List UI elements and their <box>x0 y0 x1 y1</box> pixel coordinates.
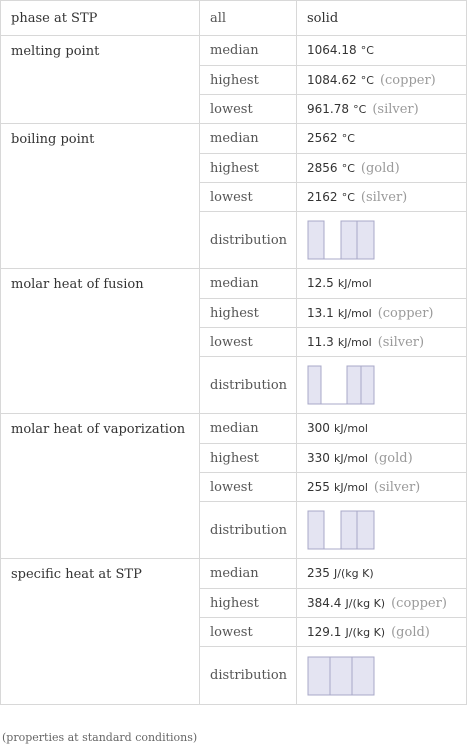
histogram-bar <box>341 511 357 549</box>
header-solid: solid <box>297 1 467 36</box>
property-molar-heat-of-fusion: molar heat of fusion <box>1 269 200 414</box>
histogram-bar <box>361 366 374 404</box>
value-cell <box>297 299 467 328</box>
element-note: (silver) <box>372 101 419 117</box>
element-note: (copper) <box>379 72 436 88</box>
histogram-bar <box>357 221 374 259</box>
table-row <box>1 559 467 589</box>
distribution-cell <box>297 212 467 269</box>
value-cell <box>297 328 467 357</box>
value: 1064.18 <box>307 43 357 57</box>
stat-label: lowest <box>200 95 297 124</box>
histogram-bar <box>341 221 357 259</box>
distribution-cell <box>297 647 467 705</box>
table-row <box>1 414 467 444</box>
table-row <box>1 269 467 299</box>
histogram-bar <box>308 221 324 259</box>
unit: kJ/mol <box>337 335 372 349</box>
stat-label: median <box>200 269 297 299</box>
stat-label: highest <box>200 444 297 473</box>
value-cell <box>297 183 467 212</box>
value-cell <box>297 473 467 502</box>
unit: °C <box>353 102 367 116</box>
property-boiling-point: boiling point <box>1 124 200 269</box>
value-cell <box>297 444 467 473</box>
table-row <box>1 36 467 66</box>
header-all: all <box>200 1 297 36</box>
property-molar-heat-of-vaporization: molar heat of vaporization <box>1 414 200 559</box>
value: 13.1 <box>307 305 334 320</box>
property-specific-heat: specific heat at STP <box>1 559 200 705</box>
value: 11.3 <box>307 334 334 349</box>
stat-label: distribution <box>200 212 297 269</box>
value-cell <box>297 36 467 66</box>
value-cell <box>297 95 467 124</box>
element-note: (silver) <box>377 334 425 350</box>
element-note: (copper) <box>391 595 447 611</box>
property-melting-point: melting point <box>1 36 200 124</box>
histogram-bar <box>308 366 321 404</box>
distribution-cell <box>297 357 467 414</box>
element-note: (gold) <box>391 624 430 640</box>
stat-label: median <box>200 559 297 589</box>
stat-label: lowest <box>200 183 297 212</box>
value-cell <box>297 154 467 183</box>
unit: °C <box>341 161 355 175</box>
stat-label: median <box>200 414 297 444</box>
unit: J/(kg K) <box>334 567 374 580</box>
stat-label: highest <box>200 299 297 328</box>
unit: kJ/mol <box>334 422 368 435</box>
value-cell <box>297 124 467 154</box>
stat-label: highest <box>200 154 297 183</box>
stat-label: median <box>200 124 297 154</box>
value: 1084.62 <box>307 72 357 87</box>
value: 235 <box>307 566 330 580</box>
stat-label: lowest <box>200 618 297 647</box>
value: 384.4 <box>307 595 342 610</box>
value-cell <box>297 414 467 444</box>
unit: J/(kg K) <box>345 625 386 639</box>
unit: °C <box>360 44 374 57</box>
stat-label: distribution <box>200 647 297 705</box>
value-cell <box>297 589 467 618</box>
unit: J/(kg K) <box>345 596 386 610</box>
unit: °C <box>360 73 374 87</box>
element-note: (silver) <box>373 479 421 495</box>
histogram-bar <box>308 511 324 549</box>
value: 300 <box>307 421 330 435</box>
histogram-bar <box>308 657 330 695</box>
stat-label: lowest <box>200 473 297 502</box>
value: 129.1 <box>307 624 342 639</box>
stat-label: highest <box>200 66 297 95</box>
unit: kJ/mol <box>337 306 372 320</box>
value-cell <box>297 559 467 589</box>
value: 2162 <box>307 189 338 204</box>
header-row <box>1 1 467 36</box>
value-cell <box>297 66 467 95</box>
element-note: (copper) <box>377 305 434 321</box>
value: 330 <box>307 450 330 465</box>
header-phase-label: phase at STP <box>1 1 200 36</box>
distribution-histogram <box>307 508 377 552</box>
distribution-cell <box>297 502 467 559</box>
unit: kJ/mol <box>334 451 368 465</box>
distribution-histogram <box>307 654 377 698</box>
element-note: (gold) <box>373 450 413 466</box>
unit: °C <box>341 190 355 204</box>
unit: kJ/mol <box>337 277 372 290</box>
element-note: (gold) <box>360 160 400 176</box>
stat-label: highest <box>200 589 297 618</box>
histogram-bar <box>352 657 374 695</box>
value: 2856 <box>307 160 338 175</box>
value-cell <box>297 269 467 299</box>
stat-label: distribution <box>200 502 297 559</box>
stat-label: median <box>200 36 297 66</box>
element-note: (silver) <box>360 189 408 205</box>
distribution-histogram <box>307 363 377 407</box>
histogram-bar <box>347 366 361 404</box>
value: 2562 <box>307 131 338 145</box>
value: 255 <box>307 479 330 494</box>
footnote: (properties at standard conditions) <box>2 731 198 744</box>
value: 12.5 <box>307 276 334 290</box>
stat-label: distribution <box>200 357 297 414</box>
stat-label: lowest <box>200 328 297 357</box>
value: 961.78 <box>307 101 349 116</box>
histogram-bar <box>357 511 374 549</box>
histogram-bar <box>330 657 352 695</box>
unit: kJ/mol <box>334 480 368 494</box>
unit: °C <box>341 132 355 145</box>
value-cell <box>297 618 467 647</box>
distribution-histogram <box>307 218 377 262</box>
table-row <box>1 124 467 154</box>
